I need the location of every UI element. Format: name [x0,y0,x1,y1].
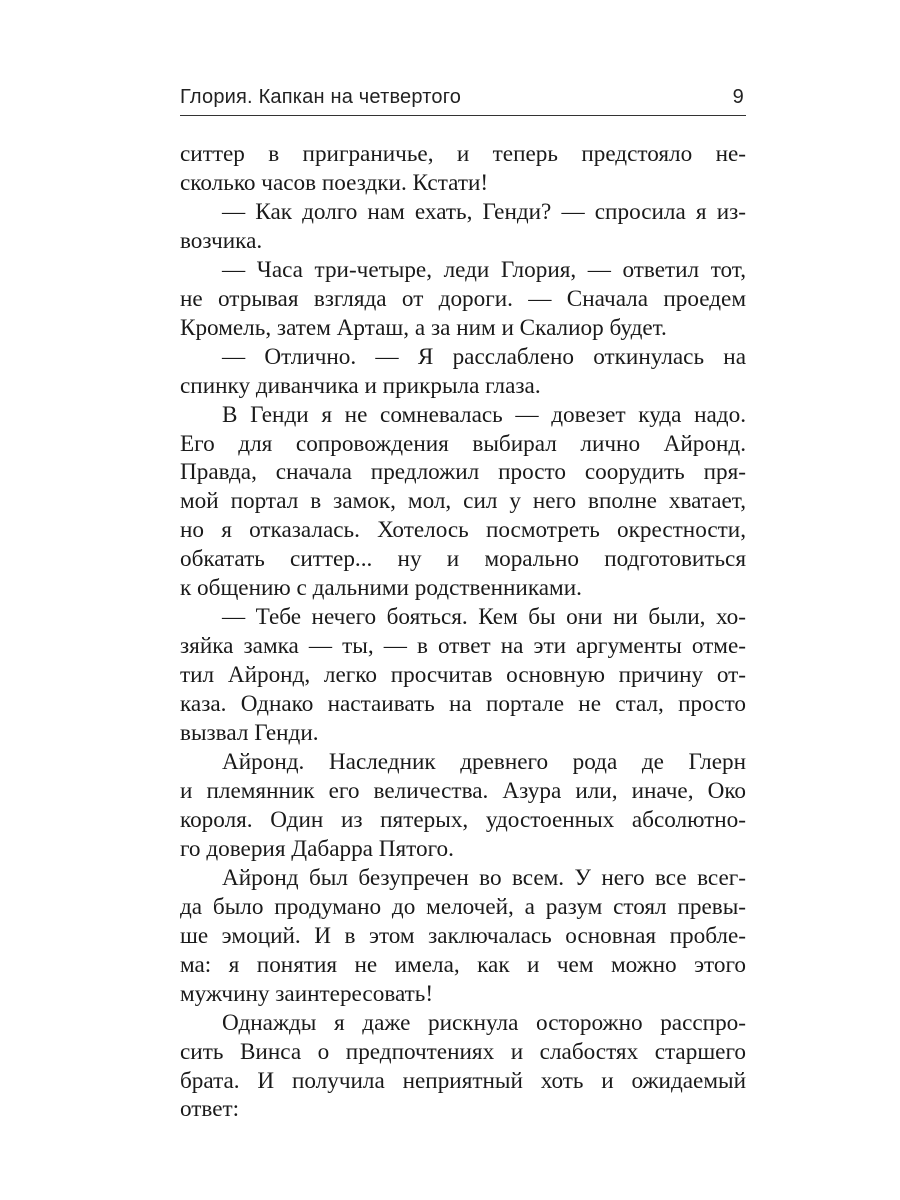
text-line: — Тебе нечего бояться. Кем бы они ни были, хо- [222,604,746,631]
paragraph [180,748,746,864]
text-line: не отрывая взгляда от дороги. — Сначала проедем [180,285,746,312]
text-line: зяйка замка — ты, — в ответ на эти аргументы отме- [180,633,746,660]
text-line: каза. Однако настаивать на портале не стал, просто [180,691,746,718]
text-line: и племянник его величества. Азура или, иначе, Око [180,777,746,804]
text-line: брата. И получила неприятный хоть и ожидаемый [180,1067,746,1094]
text-line: — Часа три-четыре, леди Глория, — ответил тот, [222,256,746,283]
text-line: Айронд. Наследник древнего рода де Глерн [222,749,746,776]
text-line: но я отказалась. Хотелось посмотреть окрестности, [180,517,746,544]
paragraph [180,864,746,1009]
text-line: возчика. [180,227,263,254]
running-header [180,86,746,114]
text-line: го доверия Дабарра Пятого. [180,835,454,862]
text-line: обкатать ситтер... ну и морально подготовиться [180,546,746,573]
running-header-title: Глория. Капкан на четвертого [180,86,462,108]
text-line: В Генди я не сомневалась — довезет куда надо. [222,401,746,428]
page-number: 9 [732,86,744,108]
text-line: спинку диванчика и прикрыла глаза. [180,372,541,399]
paragraph [180,140,746,198]
text-line: сить Винса о предпочтениях и слабостях старшего [180,1038,746,1065]
text-line: — Отлично. — Я расслаблено откинулась на [222,343,746,370]
text-line: ма: я понятия не имела, как и чем можно этого [180,951,746,978]
header-rule [180,115,746,116]
text-line: Однажды я даже рискнула осторожно расспро- [222,1009,746,1036]
text-line: Кромель, затем Арташ, а за ним и Скалиор будет. [180,314,667,341]
text-line: к общению с дальними родственниками. [180,575,582,602]
text-line: вызвал Генди. [180,720,319,747]
text-line: ситтер в приграничье, и теперь предстояло не- [180,141,746,167]
text-line: ше эмоций. И в этом заключалась основная пробле- [180,922,746,949]
text-line: Его для сопровождения выбирал лично Айронд. [180,430,746,457]
text-line: да было продумано до мелочей, а разум стоял превы- [180,893,746,920]
text-line: Правда, сначала предложил просто соорудить пря- [180,459,746,486]
text-line: тил Айронд, легко просчитав основную причину от- [180,662,746,689]
text-line: мужчину заинтересовать! [180,980,434,1007]
text-line: Айронд был безупречен во всем. У него все всег- [222,864,746,891]
text-line: короля. Один из пятерых, удостоенных абсолютно- [180,806,746,833]
paragraph [180,343,746,401]
text-line: — Как долго нам ехать, Генди? — спросила я из- [222,198,746,225]
body-text [180,140,746,1124]
paragraph [180,401,746,604]
text-line: ответ: [180,1096,240,1123]
paragraph [180,256,746,343]
paragraph [180,603,746,748]
text-line: сколько часов поездки. Кстати! [180,169,489,196]
paragraph [180,1009,746,1125]
text-line: мой портал в замок, мол, сил у него вполне хватает, [180,488,746,515]
paragraph [180,198,746,256]
